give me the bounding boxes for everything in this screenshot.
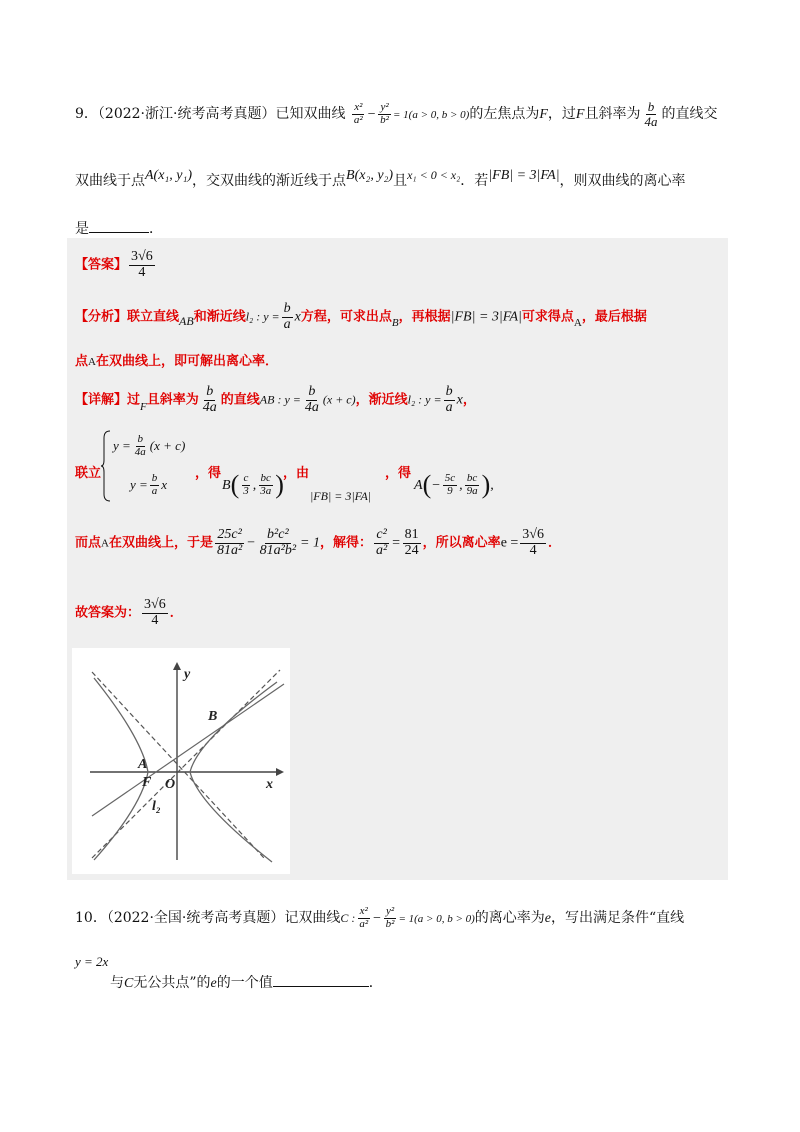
- q9-frac-y: $\frac{\text{y²}}{\text{b²}}$: [380, 101, 389, 126]
- subst-frac-1: $\frac{\text{25c²}}{\text{81a²}}$: [216, 527, 243, 558]
- q10-text: ，写出满足条件“直线: [551, 910, 685, 927]
- answer-line: [75, 250, 157, 280]
- label-A: A: [138, 757, 148, 772]
- detail-you: ，由: [283, 466, 310, 481]
- q10-e: e: [210, 976, 217, 991]
- detail-l2-frac: $\frac{b}{a}$: [445, 384, 453, 415]
- system-eq-1: y = $\frac{b}{4a}$ (x + c): [113, 433, 186, 458]
- q9-answer-blank[interactable]: [89, 218, 149, 233]
- sys2-x: x: [161, 477, 168, 493]
- label-y: y: [184, 667, 191, 682]
- q10-text: 记双曲线: [284, 910, 341, 927]
- analysis-A: A: [573, 316, 582, 329]
- B-label: B: [222, 478, 231, 493]
- q9-line-3: [75, 218, 163, 238]
- analysis-text: 在双曲线上，即可解出离心率．: [95, 354, 278, 369]
- analysis-frac-ba: $\frac{b}{a}$: [283, 301, 291, 332]
- detail-x: x: [456, 392, 463, 408]
- answer-value: $\frac{3√6}{4}$: [131, 249, 153, 280]
- detail-AB-eq: AB : y =: [259, 392, 301, 407]
- q10-line-1: 10．（2022·全国·统考高考真题）记双曲线C : $\frac{\text{x²}}{\text{a²}}$ − $\frac{\text{y²}}{\text{b²}}$ = 1(a > 0, b > 0)的离心率为e，写出满足条件“直线: [75, 905, 685, 930]
- analysis-text: 和渐近线: [193, 309, 246, 325]
- analysis-x: x: [294, 309, 301, 325]
- point-B-result: B( $\frac{c}{3}$ , $\frac{bc}{3a}$ ): [222, 470, 284, 499]
- detail-line-1: [75, 385, 476, 415]
- detail-xc: (x + c): [322, 392, 356, 407]
- q9-text: 已知双曲线: [275, 106, 346, 123]
- analysis-text: 联立直线: [127, 309, 180, 325]
- q9-F: F: [575, 107, 585, 123]
- analysis-A: A: [88, 356, 96, 368]
- analysis-label: 【分析】: [75, 309, 128, 325]
- q10-number: 10．: [75, 910, 107, 927]
- graph-svg: [72, 648, 290, 874]
- q9-text: ，则双曲线的离心率: [559, 173, 686, 189]
- e-lhs: e =: [500, 535, 519, 551]
- final-value: $\frac{3√6}{4}$: [144, 597, 166, 628]
- analysis-text: 点: [75, 354, 89, 369]
- q10-answer-blank[interactable]: [273, 972, 369, 987]
- analysis-l2: l₂ : y =: [245, 309, 280, 324]
- final-answer-line: [75, 598, 183, 628]
- detail-l2-eq: l₂ : y =: [407, 392, 442, 407]
- detail-text: ．: [547, 535, 561, 551]
- label-B: B: [208, 709, 218, 724]
- q9-text: ，交双曲线的渐近线于点: [192, 173, 347, 189]
- detail-lianli: 联立: [75, 466, 102, 481]
- analysis-text: ，再根据: [398, 309, 451, 325]
- detail-F: F: [140, 400, 147, 413]
- ratio-frac-1: $\frac{\text{c²}}{\text{a²}}$: [376, 527, 388, 558]
- q9-line-2: [75, 170, 686, 190]
- detail-text: ，渐近线: [355, 392, 408, 408]
- system-brace: [100, 430, 112, 502]
- e-value: $\frac{3√6}{4}$: [522, 527, 544, 558]
- q10-e: e: [544, 911, 552, 927]
- analysis-condition: |FB| = 3|FA|: [450, 309, 522, 325]
- detail-text: 且斜率为: [146, 392, 199, 408]
- label-l2: l₂: [152, 799, 161, 814]
- detail-cond: |FB| = 3|FA|: [310, 489, 372, 503]
- detail-line-3: 而点A在双曲线上，于是 $\frac{\text{25c²}}{\text{81a²}}$ − $\frac{\text{b²c²}}{\text{81a²b²}}$ = 1，解得： $\frac{\text{c²}}{\text{a²}}$ = $\frac{81}{24}$ ，所以离心率e = $\frac{3√6}{4}$ ．: [75, 527, 561, 558]
- point-A-result: A(− $\frac{5c}{9}$ , $\frac{bc}{9a}$ ),: [414, 470, 494, 499]
- asymptote-l2: [92, 670, 280, 858]
- A-y: $\frac{bc}{9a}$: [466, 471, 478, 497]
- B-y: $\frac{bc}{3a}$: [260, 471, 272, 497]
- q9-inequality: x₁ < 0 < x₂: [407, 168, 461, 182]
- B-x: $\frac{c}{3}$: [243, 471, 249, 497]
- q10-text: 的离心率为: [474, 910, 545, 927]
- q9-text: 双曲线于点: [75, 173, 145, 189]
- q9-text: ．若: [460, 173, 489, 189]
- q9-text: ，过: [547, 106, 576, 123]
- detail-text: ，: [462, 392, 476, 408]
- detail-text: 的直线: [220, 392, 260, 408]
- detail-A: A: [101, 537, 109, 550]
- q10-line-2: [75, 954, 108, 970]
- label-O: O: [165, 777, 176, 792]
- analysis-text: ，最后根据: [581, 309, 647, 325]
- sys2-lhs: y =: [130, 477, 148, 493]
- final-text: ．: [169, 605, 183, 621]
- answer-label: 【答案】: [75, 257, 128, 273]
- detail-de1: ，得: [195, 466, 222, 481]
- final-label: 故答案为：: [75, 605, 141, 621]
- q10-line-3: [110, 972, 383, 992]
- system-eq-2: [130, 473, 167, 497]
- q9-text: 且斜率为: [584, 106, 641, 123]
- ratio-frac-2: $\frac{81}{24}$: [404, 527, 419, 558]
- sys2-frac: $\frac{b}{a}$: [151, 472, 158, 497]
- q10-C2: C: [124, 976, 134, 991]
- detail-text: 在双曲线上，于是: [108, 535, 213, 551]
- subst-frac-2: $\frac{\text{b²c²}}{\text{81a²b²}}$: [259, 527, 297, 558]
- q9-text: ．: [149, 221, 163, 237]
- detail-de2: ，得: [385, 466, 412, 481]
- analysis-line-1: [75, 302, 647, 332]
- q9-point-A: A(x₁, y₁): [145, 168, 193, 183]
- q10-text: 与: [110, 975, 124, 991]
- hyperbola-graph: [72, 648, 290, 874]
- q10-source: （2022·全国·统考高考真题）: [106, 910, 285, 927]
- detail-slope: $\frac{b}{4a}$: [202, 384, 217, 415]
- y-axis-arrow: [173, 662, 181, 670]
- detail-text: 过: [127, 392, 141, 408]
- q10-text: ．: [368, 975, 383, 991]
- q9-text: 的直线交: [661, 106, 718, 123]
- detail-text: 而点: [75, 535, 102, 551]
- q9-point-B: B(x₂, y₂): [346, 168, 394, 183]
- q9-frac-x: $\frac{\text{x²}}{\text{a²}}$: [353, 101, 363, 126]
- label-F: F: [142, 775, 152, 790]
- A-label: A: [414, 478, 423, 493]
- q10-frac-x: $\frac{\text{x²}}{\text{a²}}$: [359, 905, 369, 930]
- q9-text: 是: [75, 221, 89, 237]
- q9-source: （2022·浙江·统考高考真题）: [97, 106, 276, 123]
- analysis-text: 方程，可求出点: [300, 309, 392, 325]
- detail-text: ，所以离心率: [422, 535, 501, 551]
- sys1-frac: $\frac{b}{4a}$: [134, 433, 146, 458]
- q10-C: C :: [340, 911, 356, 926]
- analysis-AB: AB: [179, 313, 194, 328]
- q10-line-eq: y = 2x: [75, 954, 109, 969]
- detail-text: ，解得：: [320, 535, 373, 551]
- q9-number: 9．: [75, 106, 98, 123]
- x-axis-arrow: [276, 768, 284, 776]
- subst-eq1: = 1: [300, 535, 320, 551]
- detail-AB-frac: $\frac{b}{4a}$: [304, 384, 319, 415]
- q9-line-1: 9．（2022·浙江·统考高考真题）已知双曲线 $\frac{\text{x²}}{\text{a²}}$ − $\frac{\text{y²}}{\text{b²}}$ = 1(a > 0, b > 0)的左焦点为F，过F且斜率为 $\frac{b}{4a}$ 的直线交: [75, 99, 718, 129]
- detail-label: 【详解】: [75, 392, 128, 408]
- q10-text: 的一个值: [216, 975, 273, 991]
- analysis-text: 可求得点: [521, 309, 574, 325]
- q9-slope: $\frac{b}{4a}$: [644, 99, 658, 129]
- A-x: $\frac{5c}{9}$: [444, 471, 456, 497]
- q10-text: 无公共点”的: [133, 975, 211, 991]
- analysis-line-2: [75, 350, 278, 369]
- sys1-rhs: (x + c): [149, 438, 186, 454]
- q9-F: F: [539, 107, 548, 123]
- q9-text: 的左焦点为: [469, 106, 540, 123]
- analysis-B: B: [391, 316, 399, 329]
- label-x: x: [266, 777, 273, 792]
- q10-eq-cond: = 1(a > 0, b > 0): [398, 913, 475, 926]
- q10-frac-y: $\frac{\text{y²}}{\text{b²}}$: [385, 905, 395, 930]
- q9-eq-cond: = 1(a > 0, b > 0): [392, 109, 470, 122]
- q9-text: 且: [393, 173, 408, 189]
- q9-condition: |FB| = 3|FA|: [488, 168, 560, 183]
